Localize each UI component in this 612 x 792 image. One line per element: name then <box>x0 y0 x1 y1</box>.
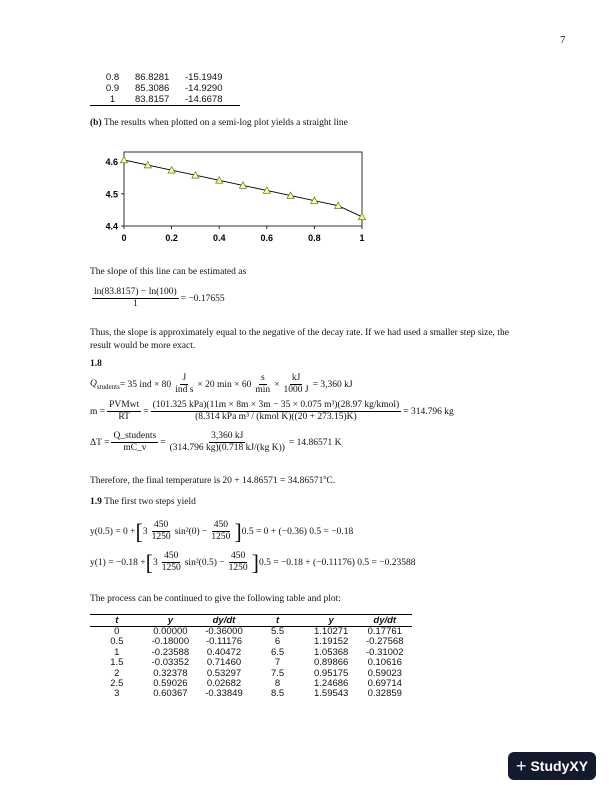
column-header: y <box>328 615 334 626</box>
table-cell: 0.32859 <box>367 688 402 700</box>
slope-intro: The slope of this line can be estimated as <box>90 267 247 277</box>
continue-text: The process can be continued to give the following table and plot: <box>90 594 341 604</box>
table-cell: -14.6678 <box>185 94 223 105</box>
x-tick-label: 0.4 <box>212 233 226 243</box>
dt-fraction-2: $\frac{3,360 kJ}{\text{(314.796 kg)(0.718 kJ/(kg K))}}$ <box>169 431 285 453</box>
q-times: × <box>274 379 280 390</box>
part-b-description: The results when plotted on a semi-log plot yields a straight line <box>103 118 348 128</box>
euler-step-2: y(1) = −0.18 + [ 3 $\frac{450}{1250}$ sin²(0.5) − $\frac{450}{1250}$ ] 0.5 = −0.18 + (−0.11176) 0.5 = −0.23588 <box>90 549 416 575</box>
table-cell: 0.00000 <box>153 626 188 637</box>
table-cell: 8.5 <box>270 688 285 700</box>
column-header: dy/dt <box>212 615 236 626</box>
table-cell: 0.53297 <box>206 667 242 679</box>
dt-lhs: ΔT = <box>90 437 110 448</box>
table-cell: 1 <box>109 94 116 105</box>
table-row <box>90 689 412 699</box>
table-cell: 83.8157 <box>135 94 170 105</box>
q-fraction-2: $\frac{s}{\min}$ <box>255 373 271 395</box>
q-fraction-3: $\frac{kJ}{1000 J}$ <box>283 373 309 395</box>
slope-numerator: ln(83.8157) − ln(100) <box>94 287 177 297</box>
table-header <box>90 614 412 627</box>
table-cell: 0.32378 <box>153 667 188 679</box>
table-cell: 85.3086 <box>135 83 170 94</box>
table-cell: 0.89866 <box>314 657 349 669</box>
plus-icon: + <box>515 755 527 776</box>
table-cell: 1.10271 <box>314 626 349 637</box>
column-header: t <box>275 615 280 626</box>
m-fraction-1: $\frac{\text{PVMwt}}{RT}$ <box>109 400 140 422</box>
table-row <box>90 637 412 647</box>
table-row <box>90 72 240 83</box>
dt-eq: = <box>160 437 166 448</box>
table-cell: 2.5 <box>110 677 124 689</box>
page-number: 7 <box>560 34 566 46</box>
x-tick-label: 0.2 <box>165 233 178 243</box>
table-cell: -0.33849 <box>205 688 243 700</box>
table-cell: 1 <box>114 646 120 658</box>
table-cell: -0.11176 <box>205 636 243 648</box>
table-cell: 0.59026 <box>153 677 188 689</box>
table-cell: 7 <box>274 657 281 669</box>
q-part-b: × 20 min × 60 <box>197 379 252 390</box>
table-cell: 0 <box>114 626 120 637</box>
table-cell: 0.69714 <box>367 677 402 689</box>
semilog-chart <box>88 140 378 260</box>
table-cell: -15.1949 <box>185 72 223 83</box>
studyxy-logo <box>508 752 596 780</box>
table-cell: 2 <box>114 667 120 679</box>
plot-frame <box>124 152 362 226</box>
table-row <box>90 648 412 658</box>
delta-t-equation <box>90 431 342 454</box>
final-temperature-text: Therefore, the final temperature is $20 + 14.86571 = 34.86571^oC$. <box>90 475 336 487</box>
table-cell: 0.71460 <box>206 657 242 669</box>
logo-text: StudyXY <box>530 758 589 774</box>
q-lhs: $Q_{students}$ <box>90 378 120 391</box>
table-cell: 1.59543 <box>314 688 349 700</box>
data-point-marker <box>358 213 365 219</box>
m-result: = 314.796 kg <box>403 406 454 417</box>
table-cell: 6 <box>274 636 281 648</box>
table-cell: 0.17761 <box>367 626 402 637</box>
results-table <box>90 614 412 700</box>
slope-denominator: 1 <box>132 299 138 309</box>
mass-equation <box>90 400 454 423</box>
slope-equation <box>90 287 225 310</box>
table-cell: 0.02682 <box>206 677 242 689</box>
thus-paragraph: Thus, the slope is approximately equal to the negative of the decay rate. If we had used a smaller step size, the result would be more exact. <box>90 328 509 351</box>
table-cell: 8 <box>274 677 281 689</box>
x-tick-label: 1 <box>359 233 365 243</box>
table-cell: -0.18000 <box>151 636 190 648</box>
column-header: t <box>115 615 119 626</box>
table-cell: 0.59023 <box>367 667 402 679</box>
table-cell: 1.05368 <box>314 646 349 658</box>
top-table <box>90 72 240 106</box>
euler-step-1: y(0.5) = 0 + [ 3 $\frac{450}{1250}$ sin²(0) − $\frac{450}{1250}$ ] 0.5 = 0 + (−0.36) 0.5 = −0.18 <box>90 518 354 544</box>
table-cell: 6.5 <box>270 646 285 658</box>
q-fraction-1: $\frac{J}{\text{ind s}}$ <box>175 373 194 395</box>
slope-result: = −0.17655 <box>180 293 225 304</box>
table-cell: 1.19152 <box>314 636 349 648</box>
table-cell: 0.95175 <box>314 667 349 679</box>
table-row <box>90 94 240 105</box>
x-tick-label: 0.6 <box>260 233 274 243</box>
section-1-9-heading <box>90 496 530 509</box>
table-cell: 0.8 <box>105 72 120 83</box>
table-cell: 5.5 <box>270 626 285 637</box>
table-cell: 0.40472 <box>206 646 242 658</box>
table-row <box>90 658 412 668</box>
table-cell: -0.27568 <box>366 636 404 648</box>
section-1-9-text: The first two steps yield <box>104 497 196 507</box>
q-result: = 3,360 kJ <box>312 379 353 390</box>
part-b-text <box>90 117 530 130</box>
table-cell: 3 <box>114 688 120 700</box>
m-lhs: m = <box>90 406 106 417</box>
x-tick-label: 0 <box>121 233 127 243</box>
m-eq: = <box>143 406 149 417</box>
table-cell: 0.5 <box>110 636 124 648</box>
dt-fraction-1: $\frac{\text{Q\_students}}{mC\_v}$ <box>113 431 157 453</box>
table-cell: -0.36000 <box>205 626 243 637</box>
table-cell: -0.03352 <box>151 657 190 669</box>
table-row <box>90 669 412 679</box>
section-1-8-label: 1.8 <box>90 359 102 369</box>
y-tick-label: 4.6 <box>105 157 118 168</box>
table-cell: 0.10616 <box>367 657 402 669</box>
part-b-label: (b) <box>90 118 102 128</box>
column-header: y <box>167 615 174 626</box>
table-row <box>90 679 412 689</box>
table-cell: -14.9290 <box>185 83 223 94</box>
table-row <box>90 83 240 94</box>
table-cell: 0.60367 <box>153 688 188 700</box>
table-cell: 1.5 <box>110 657 124 669</box>
slope-fraction <box>92 287 179 310</box>
m-fraction-2: $\frac{\text{(101.325 kPa)(11m × 8m × 3m − 35 × 0.075 m³)(28.97 kg/kmol)}}{\text{(8.314 kPa m³ / (kmol K)((20 + 273.15)K)}}$ <box>152 400 400 422</box>
table-cell: -0.31002 <box>366 646 404 658</box>
y-tick-label: 4.5 <box>105 189 118 200</box>
table-cell: 86.8281 <box>135 72 170 83</box>
table-cell: 1.24686 <box>314 677 349 689</box>
table-cell: -0.23588 <box>151 646 190 658</box>
table-row <box>90 627 412 637</box>
q-equation <box>90 373 353 396</box>
table-cell: 7.5 <box>270 667 285 679</box>
table-cell: 0.9 <box>105 83 120 94</box>
column-header: dy/dt <box>373 615 397 626</box>
section-1-9-label: 1.9 <box>90 497 102 507</box>
dt-result: = 14.86571 K <box>288 437 342 448</box>
x-tick-label: 0.8 <box>308 233 321 243</box>
q-part-a: = 35 ind × 80 <box>119 379 172 390</box>
y-tick-label: 4.4 <box>105 221 118 232</box>
data-point-marker <box>120 156 127 162</box>
